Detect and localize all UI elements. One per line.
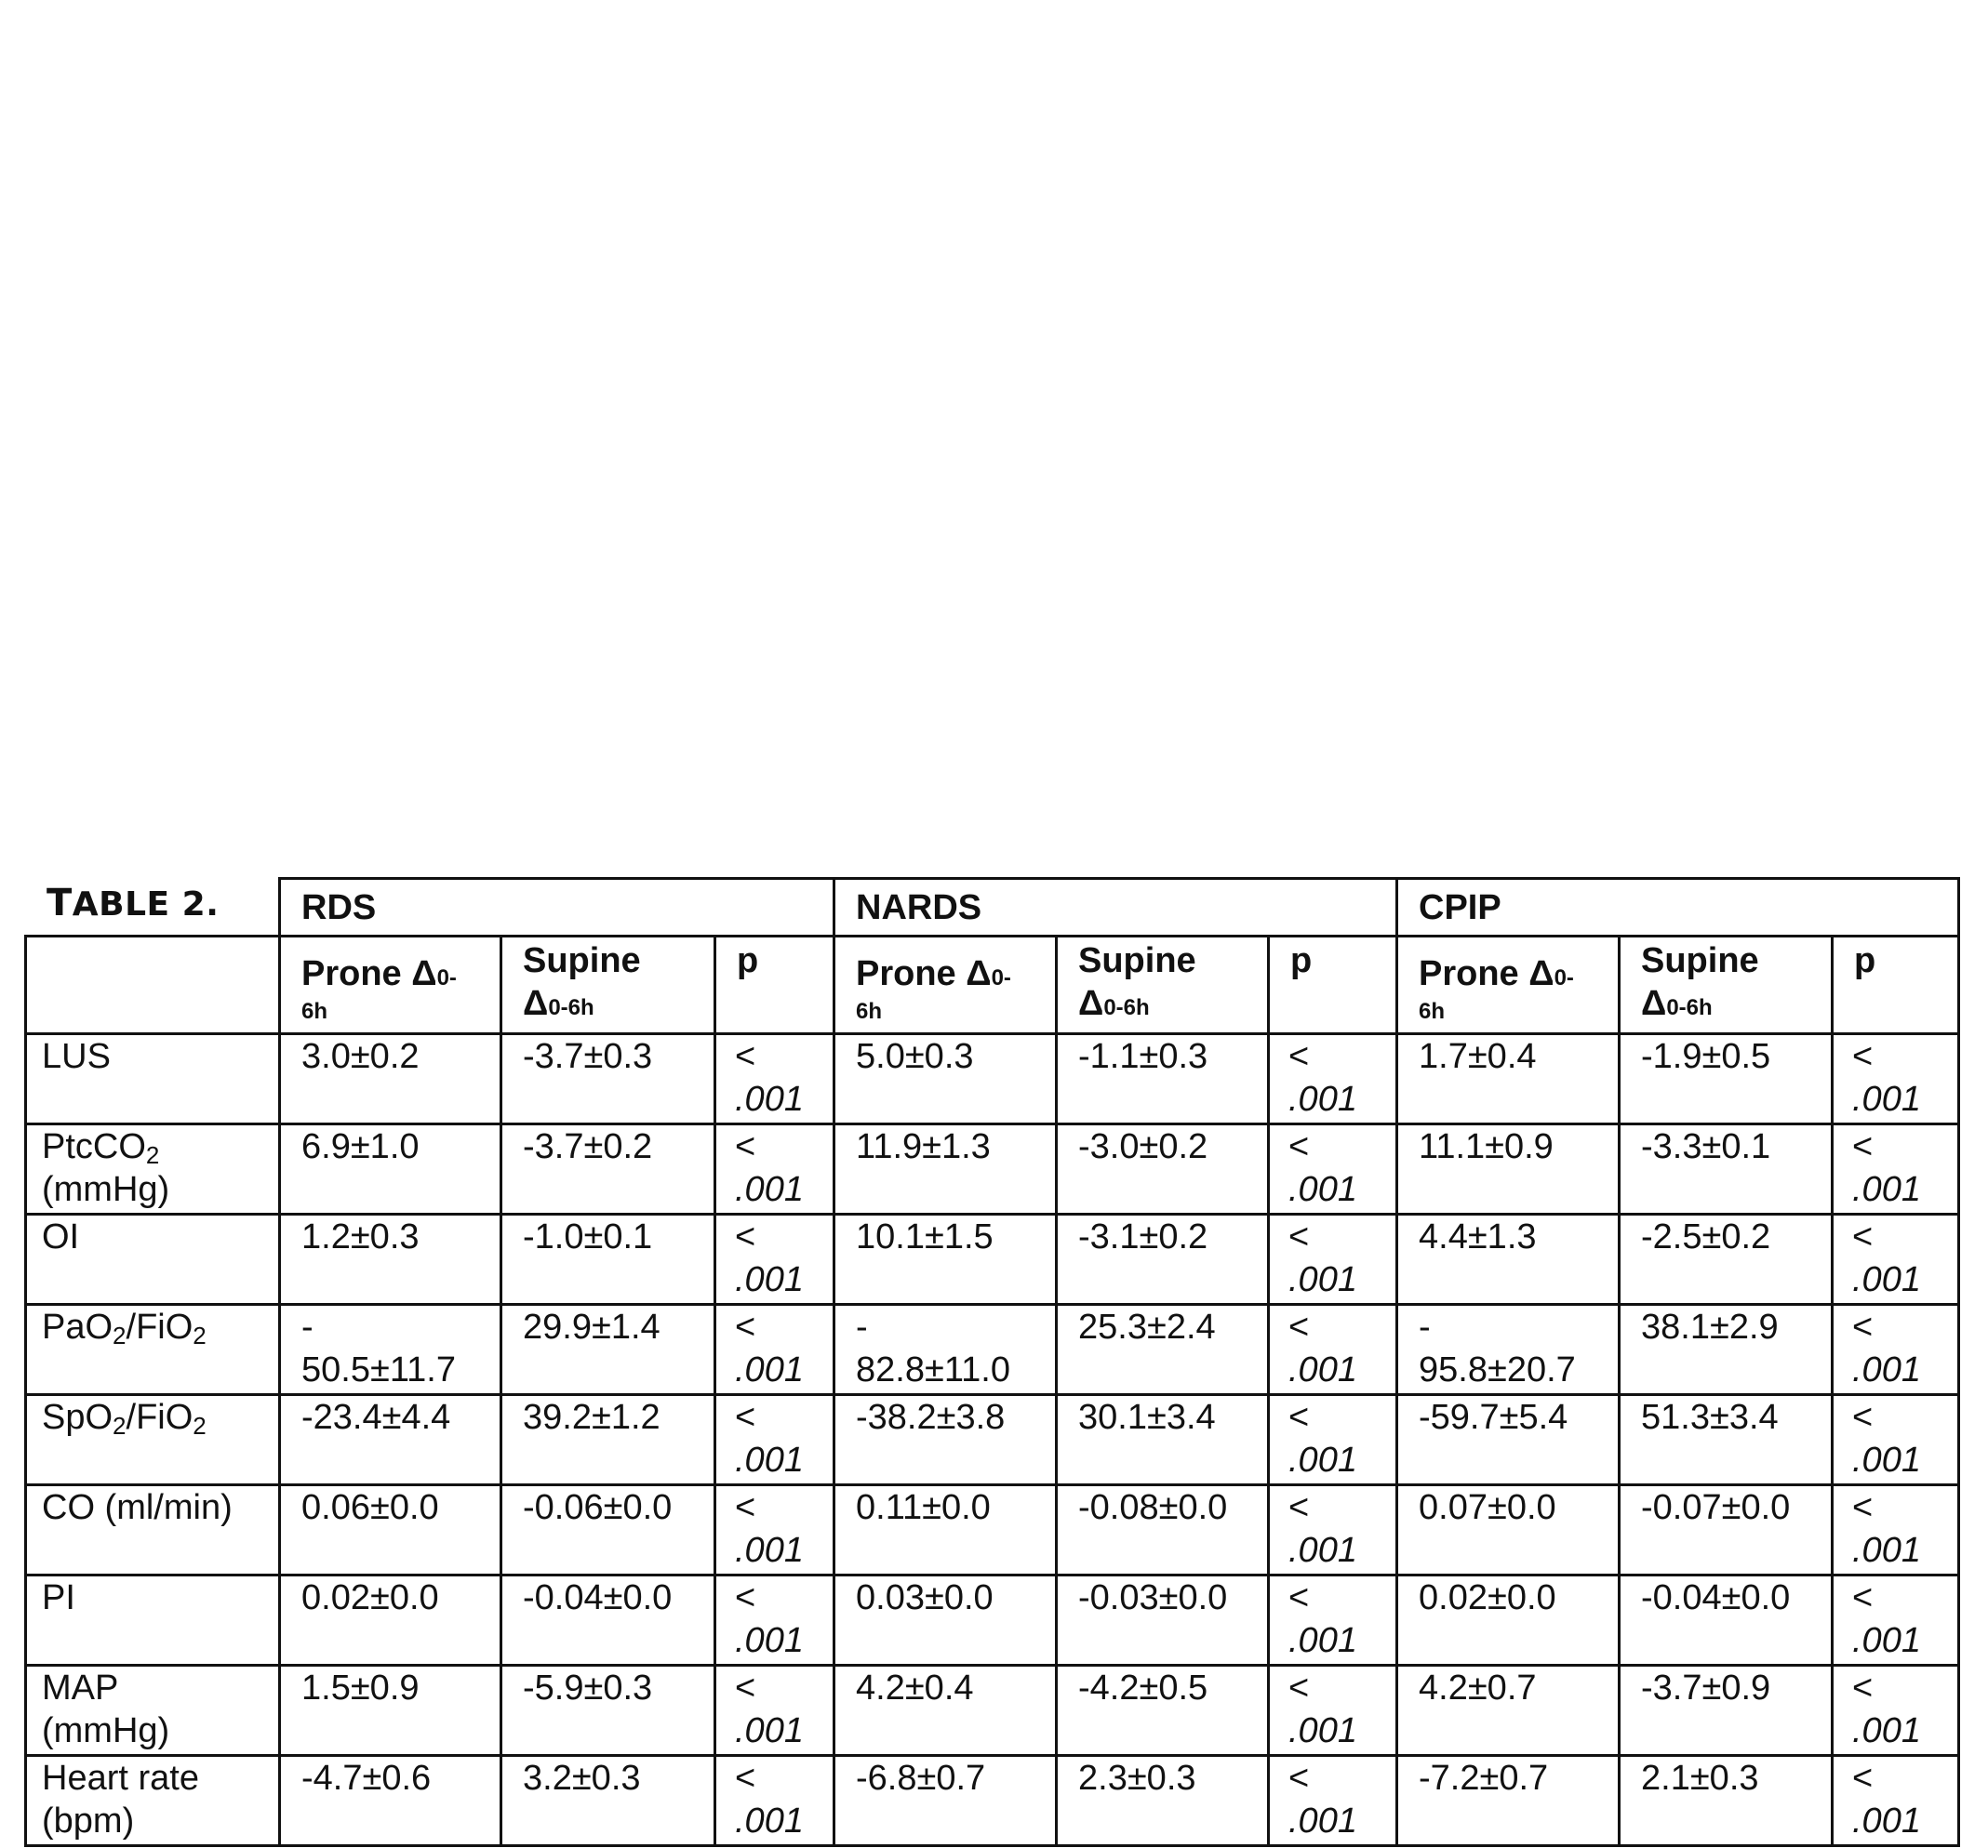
blank-cell: [26, 879, 280, 937]
table-row: [26, 1756, 1959, 1846]
prone-value: 5.0±0.3: [834, 1034, 1057, 1124]
supine-value: -0.03±0.0: [1057, 1575, 1269, 1666]
prone-value: 0.02±0.0: [280, 1575, 501, 1666]
p-value: < .001: [1833, 1215, 1959, 1305]
p-value: < .001: [1269, 1395, 1397, 1485]
prone-value: 4.4±1.3: [1397, 1215, 1620, 1305]
supine-value: 2.1±0.3: [1620, 1756, 1833, 1846]
table-row: [26, 1395, 1959, 1485]
prone-header: Prone Δ0- 6h: [1397, 937, 1620, 1034]
row-label: CO (ml/min): [26, 1485, 280, 1575]
prone-value: 11.1±0.9: [1397, 1124, 1620, 1215]
prone-header: Prone Δ0- 6h: [834, 937, 1057, 1034]
prone-value: 3.0±0.2: [280, 1034, 501, 1124]
supine-value: 39.2±1.2: [501, 1395, 715, 1485]
prone-value: - 82.8±11.0: [834, 1305, 1057, 1395]
prone-value: 4.2±0.7: [1397, 1666, 1620, 1756]
prone-value: 10.1±1.5: [834, 1215, 1057, 1305]
table-row: [26, 1575, 1959, 1666]
prone-value: -7.2±0.7: [1397, 1756, 1620, 1846]
results-table: [24, 877, 1960, 1847]
table-row: [26, 1485, 1959, 1575]
p-value: < .001: [1269, 1575, 1397, 1666]
row-label: OI: [26, 1215, 280, 1305]
p-value: < .001: [715, 1485, 834, 1575]
supine-value: -3.7±0.3: [501, 1034, 715, 1124]
supine-value: -3.7±0.2: [501, 1124, 715, 1215]
p-value: < .001: [1833, 1034, 1959, 1124]
p-value: < .001: [1269, 1756, 1397, 1846]
p-value: < .001: [715, 1124, 834, 1215]
p-header: p: [1833, 937, 1959, 1034]
p-value: < .001: [1269, 1034, 1397, 1124]
supine-value: 29.9±1.4: [501, 1305, 715, 1395]
table-row: [26, 1124, 1959, 1215]
p-value: < .001: [1269, 1305, 1397, 1395]
p-value: < .001: [1833, 1485, 1959, 1575]
prone-value: - 50.5±11.7: [280, 1305, 501, 1395]
p-value: < .001: [715, 1756, 834, 1846]
prone-value: 0.02±0.0: [1397, 1575, 1620, 1666]
p-value: < .001: [715, 1215, 834, 1305]
prone-value: 0.06±0.0: [280, 1485, 501, 1575]
supine-value: -5.9±0.3: [501, 1666, 715, 1756]
p-value: < .001: [1833, 1305, 1959, 1395]
p-value: < .001: [1833, 1395, 1959, 1485]
row-label: LUS: [26, 1034, 280, 1124]
p-value: < .001: [1833, 1575, 1959, 1666]
prone-value: -23.4±4.4: [280, 1395, 501, 1485]
row-label: Heart rate (bpm): [26, 1756, 280, 1846]
table-row: [26, 1034, 1959, 1124]
supine-value: -3.3±0.1: [1620, 1124, 1833, 1215]
prone-value: 1.2±0.3: [280, 1215, 501, 1305]
group-header-cpip: CPIP: [1397, 879, 1959, 937]
supine-value: -1.0±0.1: [501, 1215, 715, 1305]
prone-value: 4.2±0.4: [834, 1666, 1057, 1756]
p-header: p: [1269, 937, 1397, 1034]
prone-value: 11.9±1.3: [834, 1124, 1057, 1215]
p-value: < .001: [715, 1034, 834, 1124]
prone-value: - 95.8±20.7: [1397, 1305, 1620, 1395]
supine-value: -3.1±0.2: [1057, 1215, 1269, 1305]
supine-header: Supine Δ0-6h: [501, 937, 715, 1034]
prone-value: 0.11±0.0: [834, 1485, 1057, 1575]
supine-value: 38.1±2.9: [1620, 1305, 1833, 1395]
row-label: SpO$_2$/FiO$_2$: [26, 1395, 280, 1485]
supine-value: 2.3±0.3: [1057, 1756, 1269, 1846]
p-value: < .001: [1269, 1215, 1397, 1305]
row-label: PI: [26, 1575, 280, 1666]
group-header-nards: NARDS: [834, 879, 1397, 937]
p-value: < .001: [1269, 1124, 1397, 1215]
p-value: < .001: [715, 1395, 834, 1485]
p-value: < .001: [715, 1575, 834, 1666]
supine-header: Supine Δ0-6h: [1620, 937, 1833, 1034]
supine-value: 30.1±3.4: [1057, 1395, 1269, 1485]
p-value: < .001: [1269, 1666, 1397, 1756]
prone-value: -38.2±3.8: [834, 1395, 1057, 1485]
supine-header: Supine Δ0-6h: [1057, 937, 1269, 1034]
supine-value: -0.04±0.0: [501, 1575, 715, 1666]
supine-value: -4.2±0.5: [1057, 1666, 1269, 1756]
group-header-row: [26, 879, 1959, 937]
supine-value: 25.3±2.4: [1057, 1305, 1269, 1395]
supine-value: -1.1±0.3: [1057, 1034, 1269, 1124]
row-label: PtcCO$_2$ (mmHg): [26, 1124, 280, 1215]
supine-value: -0.08±0.0: [1057, 1485, 1269, 1575]
supine-value: -0.06±0.0: [501, 1485, 715, 1575]
supine-value: -3.7±0.9: [1620, 1666, 1833, 1756]
p-value: < .001: [715, 1666, 834, 1756]
p-value: < .001: [1833, 1666, 1959, 1756]
table-row: [26, 1215, 1959, 1305]
p-value: < .001: [1833, 1756, 1959, 1846]
supine-value: -0.04±0.0: [1620, 1575, 1833, 1666]
row-label-header: [26, 937, 280, 1034]
prone-header: Prone Δ0- 6h: [280, 937, 501, 1034]
p-value: < .001: [1269, 1485, 1397, 1575]
p-header: p: [715, 937, 834, 1034]
p-value: < .001: [1833, 1124, 1959, 1215]
prone-value: 1.7±0.4: [1397, 1034, 1620, 1124]
group-header-rds: RDS: [280, 879, 834, 937]
supine-value: -0.07±0.0: [1620, 1485, 1833, 1575]
table-row: [26, 1666, 1959, 1756]
column-header-row: [26, 937, 1959, 1034]
prone-value: -6.8±0.7: [834, 1756, 1057, 1846]
table-row: [26, 1305, 1959, 1395]
prone-value: -59.7±5.4: [1397, 1395, 1620, 1485]
supine-value: -3.0±0.2: [1057, 1124, 1269, 1215]
prone-value: 1.5±0.9: [280, 1666, 501, 1756]
prone-value: 0.07±0.0: [1397, 1485, 1620, 1575]
supine-value: -2.5±0.2: [1620, 1215, 1833, 1305]
supine-value: 51.3±3.4: [1620, 1395, 1833, 1485]
supine-value: 3.2±0.3: [501, 1756, 715, 1846]
row-label: MAP (mmHg): [26, 1666, 280, 1756]
prone-value: -4.7±0.6: [280, 1756, 501, 1846]
prone-value: 6.9±1.0: [280, 1124, 501, 1215]
p-value: < .001: [715, 1305, 834, 1395]
table-title: TABLE 2.: [47, 882, 220, 924]
supine-value: -1.9±0.5: [1620, 1034, 1833, 1124]
row-label: PaO$_2$/FiO$_2$: [26, 1305, 280, 1395]
prone-value: 0.03±0.0: [834, 1575, 1057, 1666]
